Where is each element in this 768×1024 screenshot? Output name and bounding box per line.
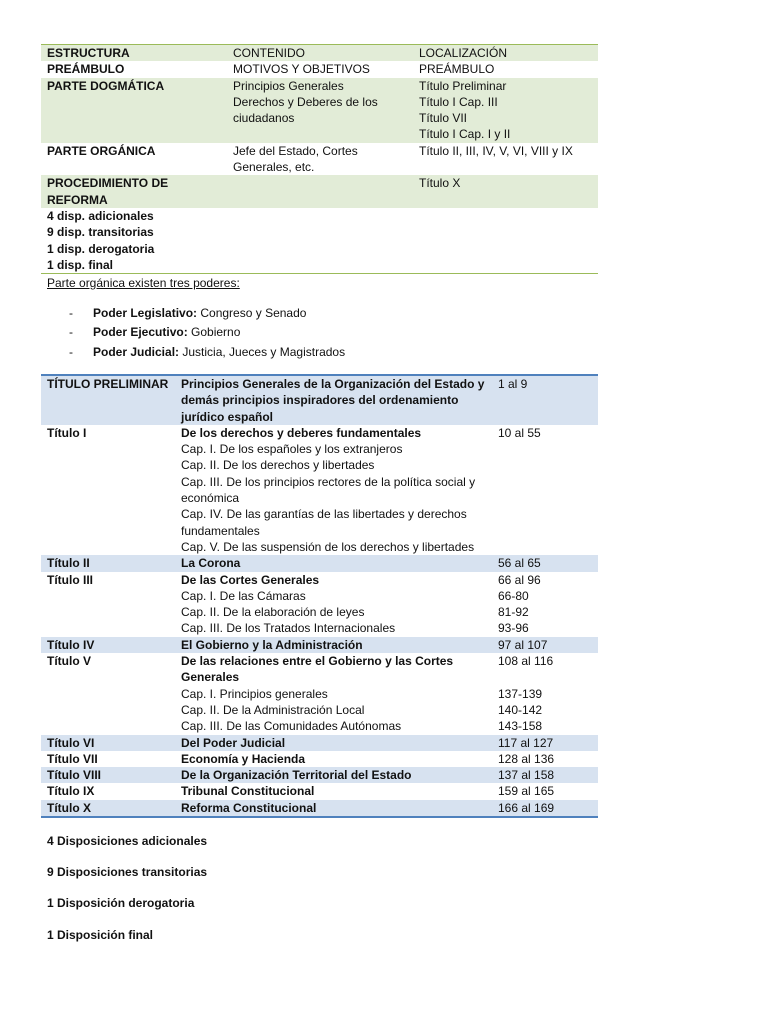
table-row xyxy=(41,637,598,653)
content-line: Cap. I. De los españoles y los extranjeros xyxy=(181,442,403,457)
table-row xyxy=(41,653,598,734)
table-row xyxy=(41,783,598,799)
cell-contenido xyxy=(227,143,413,176)
article-range: 140-142 xyxy=(498,702,543,717)
content-line: El Gobierno y la Administración xyxy=(181,637,363,652)
articles-cell xyxy=(495,653,598,734)
title-cell: Título VI xyxy=(41,735,175,751)
header-localizacion: LOCALIZACIÓN xyxy=(413,45,598,62)
title-cell: Título V xyxy=(47,654,91,669)
power-value: Gobierno xyxy=(187,325,241,340)
disposition-adicionales: 4 Disposiciones adicionales xyxy=(47,834,208,848)
cell-estructura xyxy=(41,61,227,77)
list-item xyxy=(69,324,345,343)
power-value: Justicia, Jueces y Magistrados xyxy=(179,344,346,359)
table-row xyxy=(41,572,598,637)
content-line: Cap. III. De los Tratados Internacionales xyxy=(181,621,396,636)
article-range: 108 al 116 xyxy=(498,654,554,669)
cell-line: ciudadanos xyxy=(233,111,295,126)
cell-localizacion xyxy=(413,143,598,176)
article-range: 137-139 xyxy=(498,686,543,701)
header-estructura: ESTRUCTURA xyxy=(41,45,227,62)
content-line: De los derechos y deberes fundamentales xyxy=(181,425,422,440)
title-cell: Título I xyxy=(47,425,87,440)
cell-line: PROCEDIMIENTO DE xyxy=(47,176,169,191)
article-range: 1 al 9 xyxy=(498,377,528,391)
content-line: Cap. III. De los principios rectores de la política social y económica xyxy=(181,474,476,506)
powers-list xyxy=(69,305,345,363)
structure-header-row xyxy=(41,45,598,62)
cell-line: Título I Cap. I y II xyxy=(419,127,511,142)
cell-line: Principios Generales xyxy=(233,78,344,93)
content-cell xyxy=(175,767,495,783)
powers-intro: Parte orgánica existen tres poderes: xyxy=(47,276,240,290)
disposition-final: 1 Disposición final xyxy=(47,928,154,942)
cell-estructura xyxy=(41,208,227,274)
article-range: 66-80 xyxy=(498,588,529,603)
articles-cell xyxy=(495,800,598,817)
content-line: Reforma Constitucional xyxy=(181,800,317,815)
cell-estructura xyxy=(41,78,227,143)
structure-table xyxy=(41,44,598,274)
cell-line: 9 disp. transitorias xyxy=(47,225,154,240)
cell-line: PARTE DOGMÁTICA xyxy=(47,78,165,93)
cell-line: PREÁMBULO xyxy=(47,62,125,77)
list-dash: - xyxy=(69,344,73,359)
content-line: De las Cortes Generales xyxy=(181,572,320,587)
list-dash: - xyxy=(69,306,73,320)
title-cell: Título X xyxy=(41,800,175,817)
structure-row-disposiciones xyxy=(41,208,598,274)
content-line: Cap. I. Principios generales xyxy=(181,686,328,701)
cell-line: 1 disp. final xyxy=(47,257,114,272)
article-range: 117 al 127 xyxy=(498,735,554,750)
table-row xyxy=(41,555,598,571)
power-name: Poder Ejecutivo: xyxy=(93,325,188,340)
power-name: Poder Judicial: xyxy=(93,344,180,359)
title-cell: Título III xyxy=(47,572,93,587)
title-cell: Título IV xyxy=(41,637,175,653)
articles-cell xyxy=(495,751,598,767)
content-line: Cap. I. De las Cámaras xyxy=(181,588,306,603)
table-row xyxy=(41,425,598,555)
article-range: 143-158 xyxy=(498,719,543,734)
content-line: Cap. II. De los derechos y libertades xyxy=(181,458,375,473)
structure-row-organica xyxy=(41,143,598,176)
cell-line: Título VII xyxy=(419,111,468,126)
article-range: 10 al 55 xyxy=(498,425,541,440)
structure-row-preambulo xyxy=(41,61,598,77)
content-cell xyxy=(175,555,495,571)
articles-cell xyxy=(495,375,598,425)
cell-contenido xyxy=(227,175,413,208)
content-line: Principios Generales de la Organización del Estado y demás principios inspiradores del ordenamiento jurídico español xyxy=(181,377,485,424)
list-item xyxy=(69,305,345,324)
table-row xyxy=(41,375,598,425)
structure-row-dogmatica xyxy=(41,78,598,143)
title-cell: Título II xyxy=(41,555,175,571)
content-line: De la Organización Territorial del Estado xyxy=(181,768,412,783)
content-cell xyxy=(175,800,495,817)
list-item xyxy=(69,344,345,363)
cell-localizacion xyxy=(413,175,598,208)
cell-line: Título Preliminar xyxy=(419,78,507,93)
article-range: 137 al 158 xyxy=(498,768,555,783)
cell-line: Título I Cap. III xyxy=(419,94,498,109)
content-line: Cap. V. De las suspensión de los derechos y libertades xyxy=(181,539,475,554)
cell-line: Jefe del Estado, Cortes xyxy=(233,143,358,158)
cell-line: MOTIVOS Y OBJETIVOS xyxy=(233,62,370,77)
titles-table xyxy=(41,374,598,818)
power-value: Congreso y Senado xyxy=(197,306,307,320)
cell-line: REFORMA xyxy=(47,192,108,207)
articles-cell xyxy=(495,425,598,555)
disposition-derogatoria: 1 Disposición derogatoria xyxy=(47,896,195,910)
titles-table-body xyxy=(41,375,598,817)
cell-line: Título II, III, IV, V, VI, VIII y IX xyxy=(419,143,573,158)
content-cell xyxy=(175,425,495,555)
content-line: Del Poder Judicial xyxy=(181,735,286,750)
article-range xyxy=(498,669,592,685)
header-contenido: CONTENIDO xyxy=(227,45,413,62)
content-line: La Corona xyxy=(181,556,241,571)
article-range: 159 al 165 xyxy=(498,784,555,799)
content-line: Tribunal Constitucional xyxy=(181,784,315,799)
table-row xyxy=(41,767,598,783)
article-range: 56 al 65 xyxy=(498,556,541,571)
articles-cell xyxy=(495,767,598,783)
title-cell: Título IX xyxy=(47,784,95,799)
cell-localizacion xyxy=(413,208,598,274)
table-row xyxy=(41,751,598,767)
cell-contenido xyxy=(227,78,413,143)
content-line: Cap. III. De las Comunidades Autónomas xyxy=(181,719,402,734)
article-range: 166 al 169 xyxy=(498,800,555,815)
cell-localizacion xyxy=(413,61,598,77)
cell-line: Derechos y Deberes de los xyxy=(233,94,378,109)
cell-estructura xyxy=(41,175,227,208)
table-row xyxy=(41,735,598,751)
cell-line: Generales, etc. xyxy=(233,160,315,175)
articles-cell xyxy=(495,735,598,751)
cell-line: 1 disp. derogatoria xyxy=(47,241,155,256)
content-line: Economía y Hacienda xyxy=(181,751,306,766)
power-name: Poder Legislativo: xyxy=(93,306,198,320)
content-cell xyxy=(175,751,495,767)
title-cell: Título VIII xyxy=(41,767,175,783)
cell-line: 4 disp. adicionales xyxy=(47,208,154,223)
article-range: 81-92 xyxy=(498,605,529,620)
articles-cell xyxy=(495,555,598,571)
content-line: Cap. II. De la Administración Local xyxy=(181,702,365,717)
cell-contenido xyxy=(227,208,413,274)
content-cell xyxy=(175,637,495,653)
content-line: De las relaciones entre el Gobierno y las Cortes Generales xyxy=(181,654,454,685)
content-cell xyxy=(175,572,495,637)
content-line: Cap. II. De la elaboración de leyes xyxy=(181,605,365,620)
content-cell xyxy=(175,783,495,799)
table-row xyxy=(41,800,598,817)
content-line: Cap. IV. De las garantías de las libertades y derechos fundamentales xyxy=(181,507,467,538)
article-range: 97 al 107 xyxy=(498,637,548,652)
title-cell: TÍTULO PRELIMINAR xyxy=(41,375,175,425)
content-cell xyxy=(175,653,495,734)
cell-contenido xyxy=(227,61,413,77)
structure-row-reforma xyxy=(41,175,598,208)
articles-cell xyxy=(495,783,598,799)
article-range: 128 al 136 xyxy=(498,751,555,766)
cell-estructura xyxy=(41,143,227,176)
content-cell xyxy=(175,735,495,751)
cell-line: PARTE ORGÁNICA xyxy=(47,143,156,158)
disposition-transitorias: 9 Disposiciones transitorias xyxy=(47,865,208,879)
content-cell xyxy=(175,375,495,425)
cell-line: Título X xyxy=(419,176,461,191)
articles-cell xyxy=(495,572,598,637)
article-range: 66 al 96 xyxy=(498,572,541,587)
cell-line: PREÁMBULO xyxy=(419,62,495,77)
title-cell: Título VII xyxy=(47,751,98,766)
list-dash: - xyxy=(69,325,73,340)
article-range: 93-96 xyxy=(498,621,529,636)
cell-localizacion xyxy=(413,78,598,143)
articles-cell xyxy=(495,637,598,653)
